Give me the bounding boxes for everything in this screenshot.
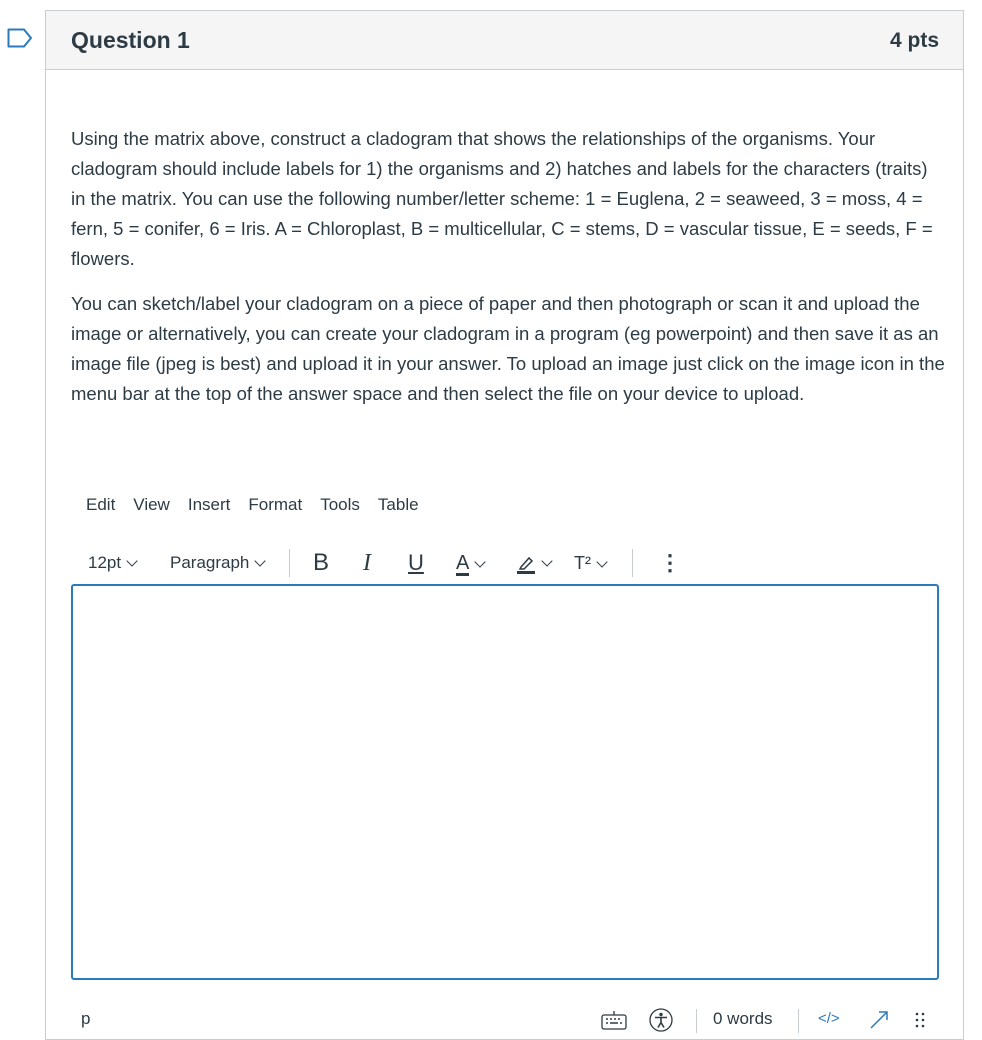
element-path[interactable]: p [81,1009,91,1028]
font-size-value: 12pt [88,553,122,572]
more-vertical-icon: ⋮ [659,550,681,575]
highlighter-icon [516,554,536,574]
menu-edit[interactable]: Edit [86,495,116,514]
question-header [46,11,963,70]
question-text [71,124,946,424]
drag-handle-icon [914,1011,926,1029]
chevron-down-icon [126,555,137,566]
block-format-dropdown[interactable] [170,543,264,583]
font-size-dropdown[interactable] [88,543,136,583]
chevron-down-icon [596,556,607,567]
keyboard-shortcuts-button[interactable] [601,1003,627,1035]
italic-button[interactable] [363,543,371,583]
menu-format[interactable]: Format [248,495,303,514]
underline-button[interactable] [408,543,424,583]
keyboard-icon [601,1010,627,1030]
question-points: 4 pts [889,29,939,52]
editor-statusbar [71,1003,939,1035]
accessibility-icon [649,1008,673,1032]
toolbar-divider [632,549,633,577]
chevron-down-icon [255,555,266,566]
text-color-button[interactable] [456,543,484,583]
question-paragraph-2: You can sketch/label your cladogram on a piece of paper and then photograph or scan it and upload the image or alternatively, you can create your cladogram in a program (eg powerpoint) and then save it as an image file (jpeg is best) and upload it in your answer. To upload an image just click on the image icon in the menu bar at the top of the answer space and then select the file on your device to upload. [71,293,945,404]
bold-icon: B [313,549,330,576]
italic-icon: I [363,550,371,576]
menu-insert[interactable]: Insert [187,495,231,514]
menu-tools[interactable]: Tools [320,495,360,514]
toolbar-divider [289,549,290,577]
html-editor-toggle[interactable]: </> [818,1010,840,1027]
superscript-button[interactable] [574,543,606,583]
block-format-value: Paragraph [170,553,250,572]
highlight-color-button[interactable] [516,543,551,583]
fullscreen-button[interactable] [868,1003,890,1035]
statusbar-divider [798,1009,799,1033]
question-paragraph-1: Using the matrix above, construct a cladogram that shows the relationships of the organisms. Your cladogram should include labels for 1) the organisms and 2) hatches and labels for the characters (traits) in the matrix. You can use the following number/letter scheme: 1 = Euglena, 2 = seaweed, 3 = moss, 4 = fern, 5 = conifer, 6 = Iris. A = Chloroplast, B = multicellular, C = stems, D = vascular tissue, E = seeds, F = flowers. [71,128,933,269]
chevron-down-icon [475,556,486,567]
flag-question-icon[interactable] [7,28,33,48]
word-count[interactable]: 0 words [713,1009,773,1028]
chevron-down-icon [541,555,552,566]
question-card [45,10,964,1040]
accessibility-checker-button[interactable] [649,1003,673,1035]
more-options-button[interactable] [659,543,681,583]
editor-content[interactable] [73,586,937,606]
statusbar-divider [696,1009,697,1033]
answer-editor[interactable] [71,584,939,980]
bold-button[interactable] [313,543,329,583]
resize-handle[interactable] [914,1003,926,1035]
superscript-icon: T² [574,553,591,573]
editor-menubar [86,495,437,521]
expand-icon [868,1009,890,1031]
editor-toolbar [86,543,956,583]
underline-icon: U [408,550,424,575]
menu-table[interactable]: Table [377,495,419,514]
menu-view[interactable]: View [133,495,170,514]
question-title: Question 1 [71,27,190,53]
text-color-icon: A [456,552,470,574]
